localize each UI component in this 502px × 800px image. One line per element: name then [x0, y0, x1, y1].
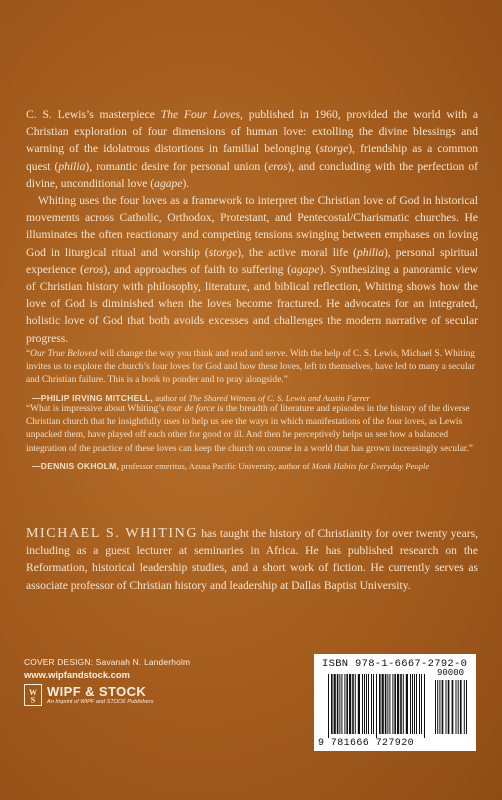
barcode-bar — [352, 674, 354, 734]
greek-term: agape — [291, 262, 320, 276]
text-run: ), friendship as a common quest ( — [26, 142, 478, 173]
barcode-bar — [364, 674, 365, 734]
book-title-reference: tour de force — [166, 404, 215, 414]
svg-text:W: W — [29, 687, 37, 697]
isbn-barcode — [314, 654, 476, 751]
book-title-reference: Our True Beloved — [30, 349, 98, 359]
barcode-bar — [382, 674, 384, 734]
publisher-imprint-line: An Imprint of WIPF and STOCK Publishers — [47, 698, 154, 705]
barcode-bar — [337, 674, 339, 734]
greek-term: storge — [208, 245, 238, 259]
barcode-bar — [358, 674, 360, 734]
barcode-bar — [387, 674, 388, 734]
isbn-number: ISBN 978-1-6667-2792-0 — [322, 658, 468, 670]
barcode-bar — [331, 674, 333, 734]
barcode-bar — [452, 680, 454, 734]
endorser-name: —DENNIS OKHOLM, — [32, 460, 120, 471]
endorser-book-title: Monk Habits for Everyday People — [311, 460, 430, 471]
publisher-logo — [24, 684, 153, 706]
publisher-url: www.wipfandstock.com — [24, 669, 130, 680]
svg-text:S: S — [30, 695, 36, 704]
barcode-bar — [389, 674, 390, 734]
barcode-bar — [412, 674, 413, 734]
greek-term: philia — [58, 159, 86, 173]
barcode-bar — [419, 674, 420, 734]
barcode-bar — [328, 674, 329, 738]
endorsement-attribution — [26, 460, 478, 474]
greek-term: eros — [83, 262, 104, 276]
barcode-bar — [397, 674, 399, 734]
text-run: ), personal spiritual experience ( — [26, 245, 478, 276]
barcode-bar — [406, 674, 408, 734]
synopsis-paragraph-1 — [26, 106, 478, 192]
endorsement-text — [26, 348, 478, 388]
text-run: is the breadth of literature and episodes in the history of the diverse Christian church that he insightfully uses to help us see the ways in which manifestations of the four loves, as Lewis unpacked them, have played off each other for good or ill. And then he perceptively helps us see how a balanced integration of the practice of these loves can keep the church on course in a world that has grown increasingly secular.” — [26, 404, 473, 454]
greek-term: philia — [356, 245, 385, 259]
endorsement-1 — [26, 348, 478, 406]
barcode-bar — [339, 674, 340, 734]
barcode-bar — [376, 674, 377, 738]
barcode-bar — [346, 674, 348, 734]
cover-credits — [24, 657, 190, 680]
barcode-bar — [439, 680, 440, 734]
barcode-bar — [373, 674, 374, 734]
barcode-bar — [410, 674, 411, 734]
author-bio — [26, 525, 478, 594]
text-run: C. S. Lewis’s masterpiece — [26, 108, 161, 121]
barcode-bar — [442, 680, 444, 734]
barcode-bar — [355, 674, 356, 734]
book-synopsis — [26, 106, 478, 347]
barcode-bar — [366, 674, 367, 734]
greek-term: agape — [154, 176, 183, 190]
barcode-bar — [460, 680, 462, 734]
greek-term: storge — [319, 142, 349, 156]
barcode-bar — [349, 674, 351, 734]
endorser-book-title: The Shared Witness of C. S. Lewis and Austin Farrer — [188, 392, 370, 403]
barcode-bar — [394, 674, 396, 734]
text-run: ), and concluding with the perfection of divine, unconditional love ( — [26, 159, 478, 190]
text-run: “What is impressive about Whiting’s — [26, 404, 167, 414]
text-run: ). — [182, 176, 190, 190]
barcode-bar — [437, 680, 438, 734]
publisher-name: WIPF & STOCK — [47, 683, 147, 699]
endorser-role: professor emeritus, Azusa Pacific University, author of — [119, 460, 312, 471]
publisher-wordmark — [47, 685, 153, 706]
text-run: ). Synthesizing a panoramic view of Christian history with philosophy, literature, and biblical reflection, Whiting shows how the love of God is diminished when the loves become fractured. He advocates for an integrated, holistic love of God that both avoids excesses and challenges the modern narrative of secular progress. — [26, 262, 478, 345]
barcode-bar — [458, 680, 459, 734]
barcode-bar — [466, 680, 467, 734]
author-bio-text: has taught the history of Christianity for over twenty years, including as a guest lecturer at seminaries in Africa. He has published research on the Reformation, historical leadership studies, and a short work of fiction. He currently serves as associate professor of Christian history and leadership at Dallas Baptist University. — [26, 527, 478, 592]
barcode-bar — [424, 674, 425, 738]
barcode-bar — [400, 674, 402, 734]
barcode-bar — [456, 680, 457, 734]
barcode-bar — [368, 674, 369, 734]
barcode-bar — [344, 674, 345, 734]
author-name: MICHAEL S. WHITING — [26, 526, 199, 541]
endorser-name: —PHILIP IRVING MITCHELL, — [32, 392, 153, 403]
barcode-bar — [379, 674, 381, 734]
ws-emblem-icon — [26, 687, 40, 704]
barcode-bar — [392, 674, 393, 734]
barcode-bar — [416, 674, 417, 734]
synopsis-paragraph-2 — [26, 192, 478, 347]
barcode-bar — [421, 674, 422, 734]
barcode-bar — [341, 674, 342, 734]
text-run: ), the active moral life ( — [237, 245, 357, 259]
text-run: will change the way you think and read and serve. With the help of C. S. Lewis, Michael S. Whiting invites us to explore the church’s four loves for God and how these loves, left to themselves, have led to many a secular and Christian failure. This is a book to ponder and to pray alongside.” — [26, 349, 475, 386]
barcode-bar — [448, 680, 450, 734]
price-addon-number: 90000 — [437, 668, 465, 678]
text-run: “ — [26, 349, 31, 359]
endorser-role: author of — [152, 392, 189, 403]
barcode-bar — [371, 674, 372, 734]
barcode-bar — [464, 680, 465, 734]
barcode-bar — [435, 680, 436, 734]
barcode-bar — [446, 680, 447, 734]
barcode-bar — [403, 674, 404, 734]
endorsement-text — [26, 403, 478, 456]
text-run: ), romantic desire for personal union ( — [85, 159, 269, 173]
barcode-bar — [385, 674, 387, 734]
text-run: ), and approaches of faith to suffering ( — [103, 262, 292, 276]
endorsement-2 — [26, 403, 478, 474]
text-run: , published in 1960, provided the world with a Christian exploration of four dimensions of human love: extolling the divine blessings and warning of the idolatrous distortions in familial belonging ( — [26, 108, 478, 156]
ean-digits: 9 781666 727920 — [318, 738, 415, 749]
barcode-bar — [414, 674, 415, 734]
cover-design-credit: COVER DESIGN: Savanah N. Landerholm — [24, 657, 191, 667]
publisher-emblem-icon — [24, 684, 42, 706]
book-title-reference: The Four Loves — [160, 108, 241, 121]
barcode-bar — [362, 674, 363, 734]
greek-term: eros — [268, 159, 288, 173]
barcode-bar — [334, 674, 336, 734]
text-run: Whiting uses the four loves as a framework to interpret the Christian love of God in historical movements across Catholic, Orthodox, Protestant, and Pentecostal/Charismatic churches. He illuminates the often reactionary and competing tensions swinging between emphases on loving God in liturgical ritual and worship ( — [26, 194, 478, 259]
